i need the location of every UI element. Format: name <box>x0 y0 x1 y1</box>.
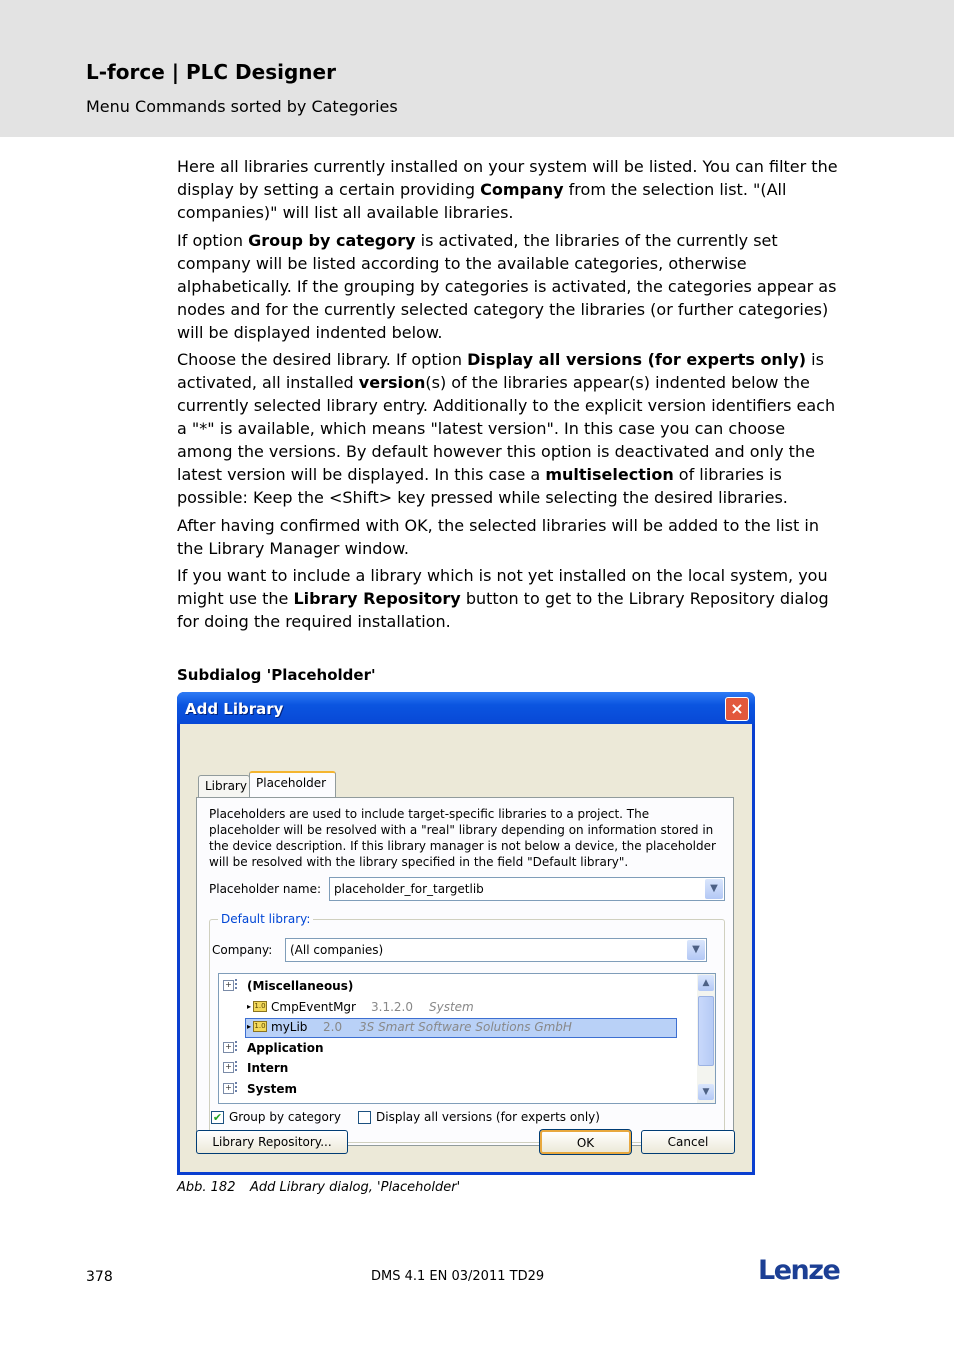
placeholder-name-combo[interactable] <box>329 877 725 901</box>
close-icon[interactable]: × <box>725 697 749 721</box>
tree-library-row[interactable] <box>219 997 695 1017</box>
display-all-versions-checkbox[interactable] <box>358 1111 371 1124</box>
library-company: System <box>429 999 474 1014</box>
page-header <box>0 0 954 137</box>
tree-library-row[interactable] <box>219 1017 695 1037</box>
company-label: Company: <box>212 943 273 957</box>
group-by-category-label[interactable]: Group by category <box>229 1110 341 1124</box>
doc-title: L-force | PLC Designer <box>86 60 336 84</box>
category-icon <box>235 1061 245 1071</box>
bold-term: version <box>358 373 426 392</box>
check-icon: ✔ <box>212 1111 223 1124</box>
tree-category-row[interactable] <box>219 1079 695 1099</box>
bold-term: Display all versions (for experts only) <box>467 350 807 369</box>
library-version: 3.1.2.0 <box>371 999 413 1014</box>
dialog-title: Add Library <box>185 700 284 718</box>
bold-term: Company <box>480 180 564 199</box>
tree-category-row[interactable] <box>219 1038 695 1058</box>
scroll-down-icon[interactable]: ▼ <box>698 1084 714 1100</box>
library-icon: 1.0 <box>254 1001 266 1010</box>
expand-icon[interactable]: + <box>223 980 234 991</box>
chevron-down-icon[interactable]: ▼ <box>687 940 705 960</box>
scroll-thumb[interactable] <box>698 996 714 1066</box>
tab-placeholder[interactable]: Placeholder <box>249 771 336 797</box>
tree-category-row[interactable] <box>219 976 695 996</box>
paragraph: Choose the desired library. If option Display all versions (for experts only) is activated, all installed version(s) of the libraries appear(s) indented below the currently selected library entry. Additionally to the explicit version identifiers each a "*" is available, which means "latest version". In this case you can choose among the versions. By default however this option is deactivated and only the latest version will be displayed. In this case a multiselection of libraries is possible: Keep the <Shift> key pressed while selecting the desired libraries. <box>177 350 836 507</box>
paragraph: If option Group by category is activated, the libraries of the currently set company will be listed according to the available categories, otherwise alphabetically. If the grouping by categories is activated, the categories appear as nodes and for the currently selected category the libraries (or further categories) will be displayed indented below. <box>177 230 837 342</box>
paragraph: After having confirmed with OK, the selected libraries will be added to the list in the Library Manager window. <box>177 515 819 558</box>
company-value: (All companies) <box>290 943 384 957</box>
dialog-titlebar[interactable] <box>177 692 755 724</box>
library-icon: 1.0 <box>254 1022 266 1030</box>
bold-term: Group by category <box>248 230 416 250</box>
library-name: CmpEventMgr <box>271 999 356 1014</box>
category-label: System <box>247 1081 297 1096</box>
paragraph: If you want to include a library which is not yet installed on the local system, you might use the Library Repository button to get to the Library Repository dialog for doing the required installation. <box>177 566 829 631</box>
placeholder-panel <box>196 797 734 1146</box>
scroll-up-icon[interactable]: ▲ <box>698 975 714 991</box>
category-icon <box>235 979 245 989</box>
tree-expander-icon: ▸ <box>247 1022 252 1031</box>
library-company: 3S Smart Software Solutions GmbH <box>359 1020 572 1034</box>
dialog-client <box>180 724 752 1172</box>
placeholder-name-value: placeholder_for_targetlib <box>334 882 484 896</box>
page-number: 378 <box>86 1269 113 1285</box>
placeholder-description: Placeholders are used to include target-specific libraries to a project. The placeholder will be resolved with a "real" library depending on information stored in the device description. If this library manager is not below a device, the placeholder will be resolved with the library specified in the field "Default library". <box>209 807 716 869</box>
section-heading: Subdialog 'Placeholder' <box>177 666 376 684</box>
body-text <box>177 155 845 638</box>
library-version: 2.0 <box>323 1020 343 1034</box>
doc-reference: DMS 4.1 EN 03/2011 TD29 <box>371 1269 545 1284</box>
library-name: myLib <box>271 1020 308 1034</box>
expand-icon[interactable]: + <box>223 1042 234 1053</box>
cancel-button[interactable]: Cancel <box>641 1130 735 1154</box>
default-library-group <box>209 912 725 1143</box>
chevron-down-icon[interactable]: ▼ <box>705 879 723 899</box>
library-tree[interactable] <box>218 973 716 1104</box>
figure-number: Abb. 182 <box>177 1180 236 1195</box>
tab-library[interactable]: Library <box>198 775 250 797</box>
default-library-label: Default library: <box>218 912 313 926</box>
bold-term: Library Repository <box>293 589 461 608</box>
figure-text: Add Library dialog, 'Placeholder' <box>250 1180 461 1195</box>
ok-button[interactable]: OK <box>540 1130 631 1154</box>
bold-term: multiselection <box>545 465 674 484</box>
lenze-logo: Lenze <box>758 1255 840 1286</box>
tree-scrollbar[interactable] <box>697 974 715 1103</box>
figure-caption <box>177 1180 460 1195</box>
doc-subtitle: Menu Commands sorted by Categories <box>86 97 398 116</box>
expand-icon[interactable]: + <box>223 1062 234 1073</box>
display-all-versions-label[interactable]: Display all versions (for experts only) <box>376 1110 600 1124</box>
category-label: (Miscellaneous) <box>247 979 354 993</box>
category-icon <box>235 1082 245 1092</box>
expand-icon[interactable]: + <box>223 1083 234 1094</box>
tree-category-row[interactable] <box>219 1058 695 1078</box>
paragraph: Here all libraries currently installed on your system will be listed. You can filter the display by setting a certain providing Company from the selection list. "(All companies)" will list all available libraries. <box>177 157 838 222</box>
library-repository-button[interactable]: Library Repository... <box>196 1130 348 1154</box>
company-combo[interactable] <box>285 938 707 962</box>
category-label: Intern <box>247 1061 289 1075</box>
tree-expander-icon: ▸ <box>247 1001 252 1011</box>
category-label: Application <box>247 1040 324 1055</box>
add-library-dialog <box>177 692 755 1175</box>
placeholder-name-label: Placeholder name: <box>209 882 322 896</box>
category-icon <box>235 1041 245 1051</box>
group-by-category-checkbox[interactable] <box>211 1111 224 1124</box>
